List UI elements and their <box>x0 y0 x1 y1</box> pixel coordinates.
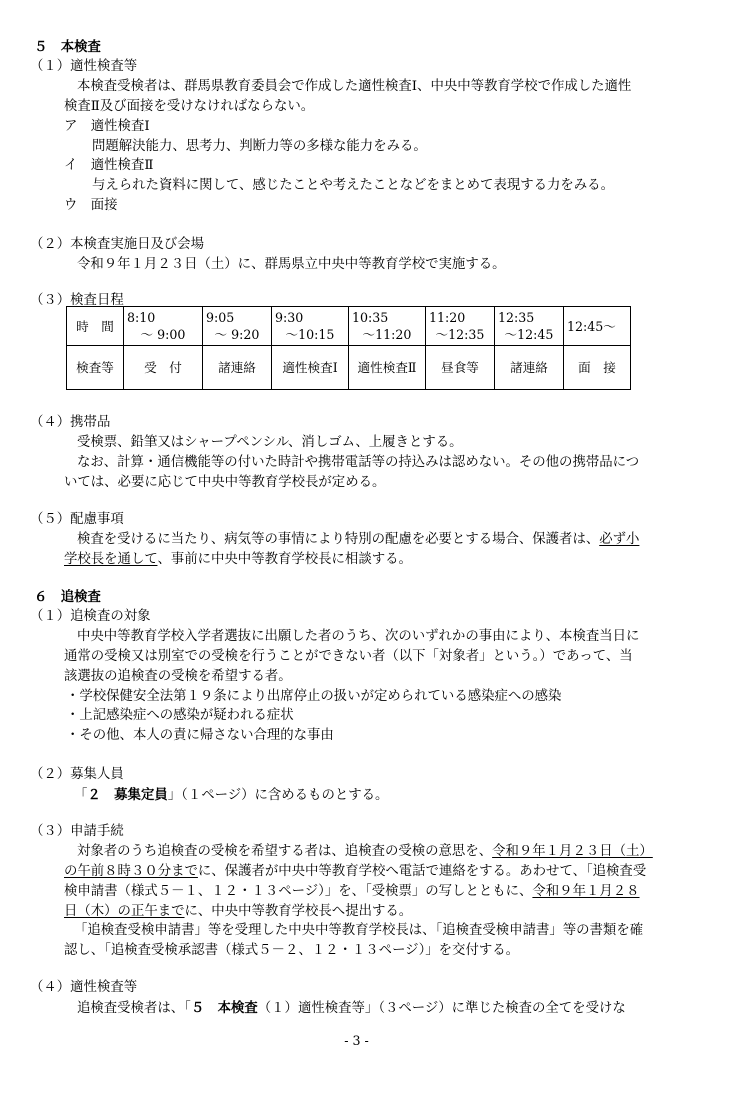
time-header-cell: 時 間 <box>67 307 124 346</box>
s5-4-text-line2: なお、計算・通信機能等の付いた時計や携帯電話等の持込みは認めない。その他の携帯品につ <box>77 455 640 470</box>
list-item: ・学校保健安全法第１９条により出席停止の扱いが定められている感染症への感染 <box>66 689 562 704</box>
s5-5-heading: （５）配慮事項 <box>30 512 124 527</box>
section-6-heading: ６ 追検査 <box>34 589 101 605</box>
s5-1-heading: （１）適性検査等 <box>30 59 138 74</box>
s5-2-heading: （２）本検査実施日及び会場 <box>30 237 205 252</box>
schedule-time-row <box>67 307 631 346</box>
s6-1-heading: （１）追検査の対象 <box>30 609 151 624</box>
s6-1-text-line3: 該選抜の追検査の受検を希望する者。 <box>64 669 292 684</box>
s5-4-text-line3: いては、必要に応じて中央中等教育学校長が定める。 <box>64 475 386 490</box>
time-cell: 10:35 ～11:20 <box>349 307 426 346</box>
time-cell: 9:05 ～ 9:20 <box>203 307 272 346</box>
s5-1-u-heading: ウ 面接 <box>64 198 118 213</box>
s6-3-text-line6: 認し、「追検査受検承認書（様式５－２、１２・１３ページ）」を交付する。 <box>64 943 520 958</box>
s6-3-text-line4: 日（木）の正午までに、中央中等教育学校長へ提出する。 <box>64 904 413 919</box>
time-cell: 11:20 ～12:35 <box>426 307 495 346</box>
section-5-heading: ５ 本検査 <box>34 39 101 55</box>
item-cell: 適性検査Ⅱ <box>349 346 426 390</box>
s6-4-heading: （４）適性検査等 <box>30 980 138 995</box>
list-item: ・その他、本人の責に帰さない合理的な事由 <box>66 728 334 743</box>
s6-3-text-line5: 「追検査受検申請書」等を受理した中央中等教育学校長は、「追検査受検申請書」等の書類を確 <box>74 923 644 938</box>
s5-1-text-line2: 検査Ⅱ及び面接を受けなければならない。 <box>64 99 315 114</box>
time-cell: 8:10 ～ 9:00 <box>124 307 203 346</box>
s6-3-text-line2: の午前８時３０分までに、保護者が中央中等教育学校へ電話で連絡をする。あわせて、「追検査受 <box>64 864 647 879</box>
s5-1-i-text: 与えられた資料に関して、感じたことや考えたことなどをまとめて表現する力をみる。 <box>92 178 614 193</box>
s6-2-heading: （２）募集人員 <box>30 767 124 782</box>
item-cell: 適性検査Ⅰ <box>272 346 349 390</box>
s5-4-heading: （４）携帯品 <box>30 415 111 430</box>
item-header-cell: 検査等 <box>67 346 124 390</box>
s6-1-text-line2: 通常の受検又は別室での受検を行うことができない者（以下「対象者」という。）であって、当 <box>64 649 633 664</box>
item-cell: 諸連絡 <box>203 346 272 390</box>
time-cell: 12:45～ <box>564 307 631 346</box>
s6-1-text-line1: 中央中等教育学校入学者選抜に出願した者のうち、次のいずれかの事由により、本検査当日に <box>77 629 640 644</box>
schedule-table <box>66 306 631 390</box>
s5-1-a-heading: ア 適性検査Ⅰ <box>64 119 150 134</box>
s5-5-text-line2: 学校長を通して、事前に中央中等教育学校長に相談する。 <box>64 552 412 567</box>
time-cell: 9:30 ～10:15 <box>272 307 349 346</box>
list-item: ・上記感染症への感染が疑われる症状 <box>66 708 294 723</box>
s6-4-text: 追検査受検者は、「５ 本検査（１）適性検査等」（３ページ）に準じた検査の全てを受けな <box>77 1000 626 1016</box>
s6-3-text-line1: 対象者のうち追検査の受検を希望する者は、追検査の受検の意思を、令和９年１月２３日（土） <box>77 844 653 859</box>
item-cell: 面 接 <box>564 346 631 390</box>
s6-3-text-line3: 検申請書（様式５－１、１２・１３ページ）」を、「受検票」の写しとともに、令和９年１月２８ <box>64 884 640 899</box>
s5-4-text-line1: 受検票、鉛筆又はシャープペンシル、消しゴム、上履きとする。 <box>77 435 463 450</box>
s5-2-text: 令和９年１月２３日（土）に、群馬県立中央中等教育学校で実施する。 <box>77 257 506 272</box>
time-cell: 12:35 ～12:45 <box>495 307 564 346</box>
s6-2-text: 「２ 募集定員」（１ページ）に含めるものとする。 <box>74 787 389 803</box>
page-number: - 3 - <box>344 1033 369 1048</box>
s5-3-heading: （３）検査日程 <box>30 293 124 308</box>
s5-5-text-line1: 検査を受けるに当たり、病気等の事情により特別の配慮を必要とする場合、保護者は、必ず小 <box>77 532 640 547</box>
s5-1-a-text: 問題解決能力、思考力、判断力等の多様な能力をみる。 <box>92 139 427 154</box>
schedule-item-row <box>67 346 631 390</box>
s6-3-heading: （３）申請手続 <box>30 824 124 839</box>
s5-1-i-heading: イ 適性検査Ⅱ <box>64 158 154 173</box>
item-cell: 昼食等 <box>426 346 495 390</box>
s5-1-text-line1: 本検査受検者は、群馬県教育委員会で作成した適性検査Ⅰ、中央中等教育学校で作成した適性 <box>77 79 632 94</box>
item-cell: 受 付 <box>124 346 203 390</box>
item-cell: 諸連絡 <box>495 346 564 390</box>
